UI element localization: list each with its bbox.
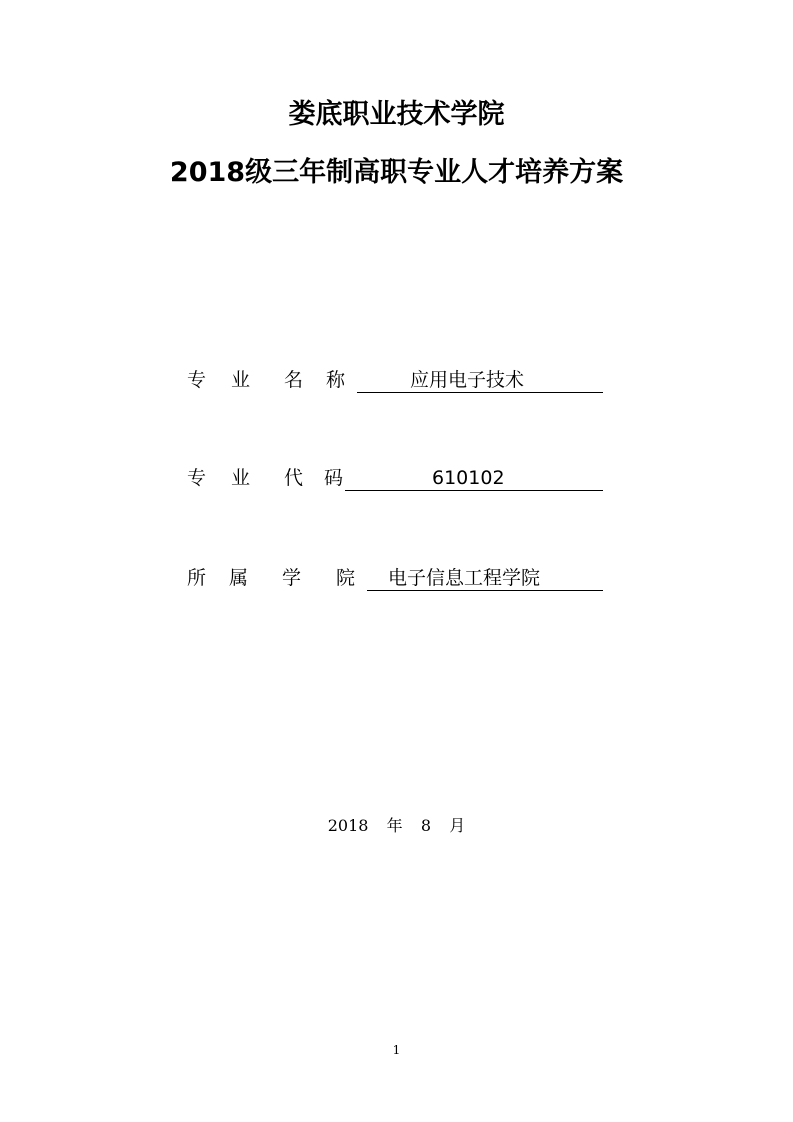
document-title-school: 娄底职业技术学院 bbox=[288, 99, 505, 130]
document-date bbox=[0, 815, 793, 837]
major-code-value: 610102 bbox=[432, 467, 505, 489]
field-label-char: 专 bbox=[187, 369, 207, 391]
field-label-char: 专 bbox=[187, 467, 207, 489]
date-month: 8 bbox=[420, 816, 432, 835]
field-row-college bbox=[0, 566, 793, 596]
field-row-major-name bbox=[0, 368, 793, 398]
field-label-char: 所 bbox=[187, 567, 207, 589]
field-label-char: 学 bbox=[282, 567, 302, 589]
field-row-major-code bbox=[0, 466, 793, 496]
field-label-char: 名 bbox=[284, 369, 304, 391]
page-number: 1 bbox=[392, 1043, 401, 1057]
date-month-unit: 月 bbox=[449, 816, 466, 835]
field-label-char: 业 bbox=[231, 369, 251, 391]
date-year: 2018 bbox=[327, 816, 369, 835]
field-label-char: 属 bbox=[229, 567, 249, 589]
field-label-char: 称 bbox=[326, 369, 346, 391]
field-label-char: 代 bbox=[284, 467, 304, 489]
field-label-char: 码 bbox=[324, 467, 344, 489]
major-name-value: 应用电子技术 bbox=[410, 369, 525, 391]
college-value: 电子信息工程学院 bbox=[388, 567, 541, 589]
document-title-plan: 2018级三年制高职专业人才培养方案 bbox=[169, 157, 624, 188]
date-year-unit: 年 bbox=[386, 816, 403, 835]
field-label-char: 业 bbox=[231, 467, 251, 489]
field-label-char: 院 bbox=[336, 567, 356, 589]
